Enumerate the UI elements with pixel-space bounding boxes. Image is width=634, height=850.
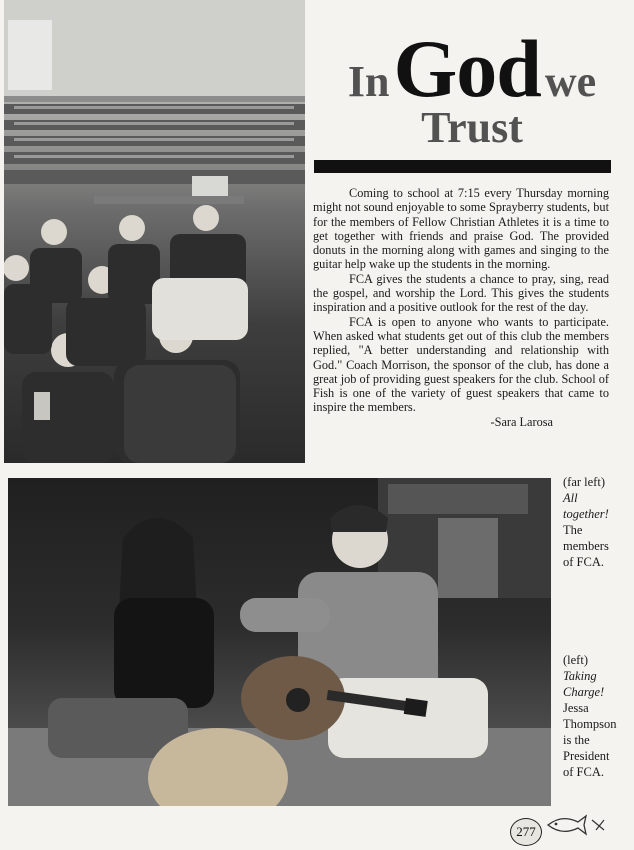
title-word-we: we [544, 57, 597, 106]
guitar-photo [8, 478, 551, 806]
title-word-in: In [347, 57, 390, 106]
fish-icon [544, 812, 608, 838]
title-rule [314, 160, 611, 173]
caption-text: Jessa Thompson is the President of FCA. [563, 701, 617, 779]
title-word-trust: Trust [421, 103, 523, 152]
caption-position: (far left) [563, 475, 605, 489]
group-photo [4, 0, 305, 463]
caption-far-left [563, 474, 619, 570]
page-number: 277 [510, 818, 542, 846]
caption-headline: Taking Charge! [563, 669, 605, 699]
page-title [310, 23, 634, 152]
caption-position: (left) [563, 653, 588, 667]
article-body [313, 186, 609, 429]
article-byline: -Sara Larosa [490, 414, 553, 429]
guitar-photo-illustration [8, 478, 551, 806]
article-paragraph: FCA is open to anyone who wants to participate. When asked what students get out of this club the members replied, "A better understanding and relationship with God." Coach Morrison, the sponsor of the club, has done a great job of providing guest speakers for the club. School of Fish is one of the variety of guest speakers that came to inspire the members. [313, 314, 609, 415]
group-photo-illustration [4, 0, 305, 463]
article-paragraph: FCA gives the students a chance to pray, sing, read the gospel, and worship the Lord. This gives the students inspiration and a positive outlook for the rest of the day. [313, 271, 609, 315]
caption-left [563, 652, 619, 780]
title-word-god: God [393, 23, 541, 114]
article-paragraph: Coming to school at 7:15 every Thursday morning might not sound enjoyable to some Sprayberry students, but for the members of Fellow Christian Athletes it is a time to get together with friends and praise God. The provided donuts in the morning along with games and singing to the guitar help wake up the students in the morning. [313, 186, 609, 272]
caption-headline: All together! [563, 491, 609, 521]
caption-text: The members of FCA. [563, 523, 609, 569]
